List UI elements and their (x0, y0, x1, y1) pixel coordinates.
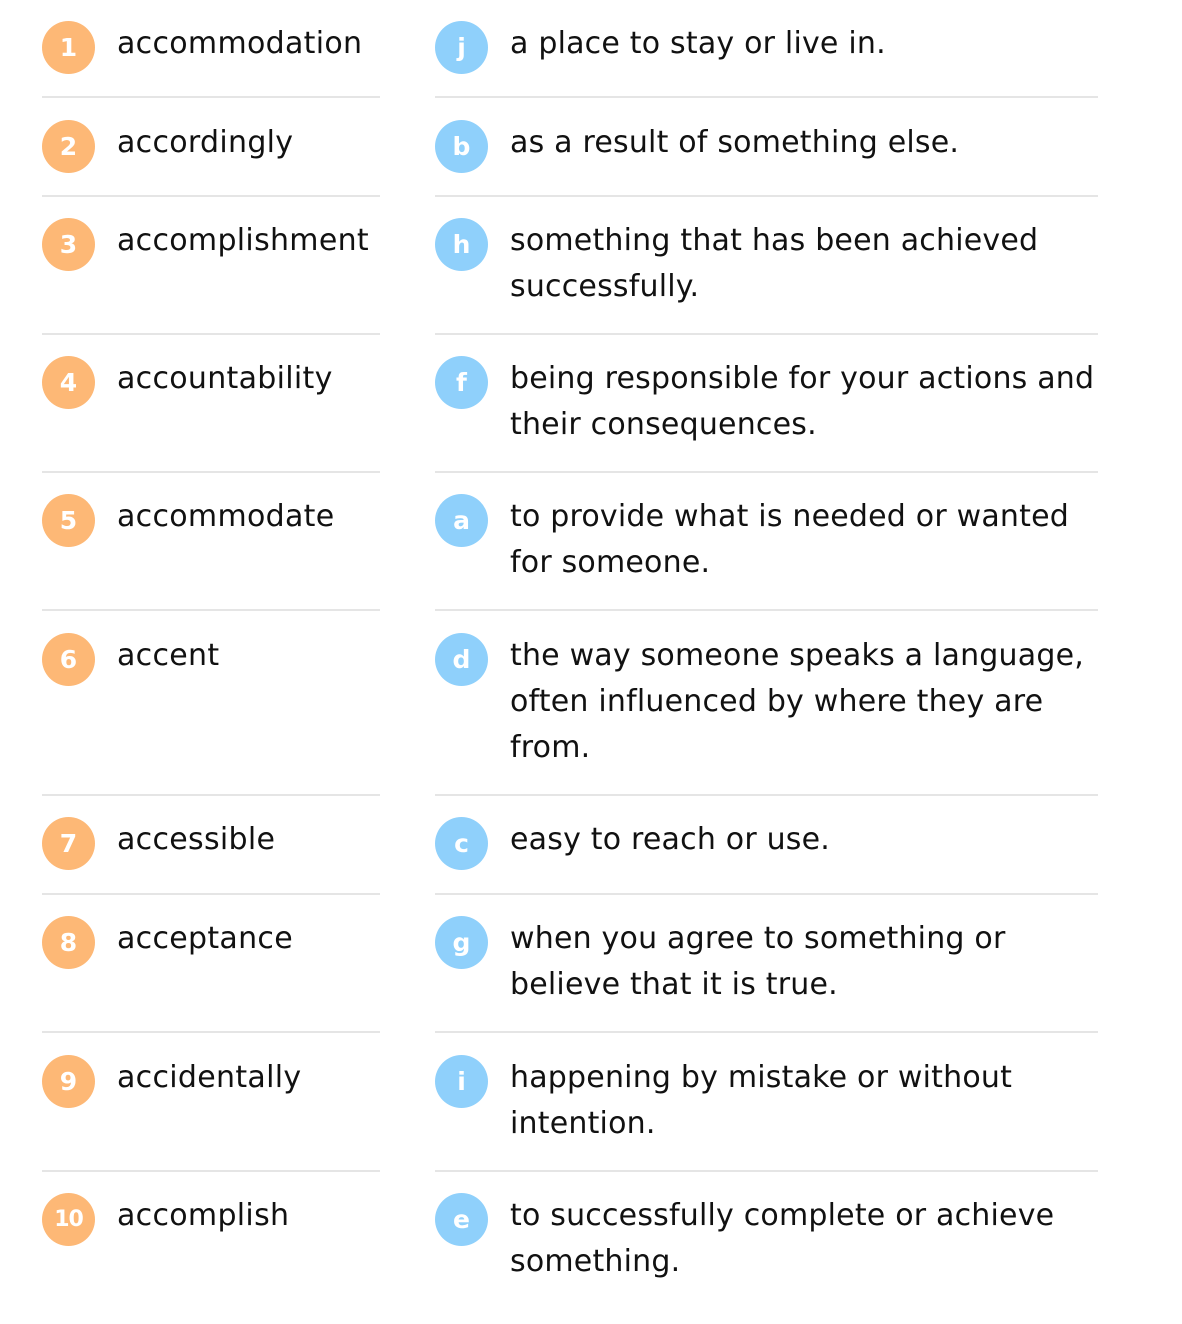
row-divider (435, 1170, 1098, 1172)
number-badge: 5 (42, 494, 95, 547)
row-divider (42, 609, 380, 611)
row-divider (42, 195, 380, 197)
definition-text: as a result of something else. (510, 125, 960, 160)
number-badge: 4 (42, 356, 95, 409)
number-badge: 1 (42, 21, 95, 74)
letter-badge: b (435, 120, 488, 173)
number-badge: 2 (42, 120, 95, 173)
number-badge: 10 (42, 1193, 95, 1246)
number-badge: 3 (42, 218, 95, 271)
term-text: accountability (117, 361, 333, 396)
row-divider (42, 893, 380, 895)
row-divider (42, 333, 380, 335)
term-text: accommodation (117, 26, 363, 61)
definition-text: being responsible for your actions and their consequences. (510, 361, 1095, 442)
letter-badge: g (435, 916, 488, 969)
letter-badge: h (435, 218, 488, 271)
row-divider (42, 1031, 380, 1033)
definition-text: when you agree to something or believe that it is true. (510, 921, 1006, 1002)
term-text: accent (117, 638, 220, 673)
definition-text: a place to stay or live in. (510, 26, 886, 61)
number-badge: 8 (42, 916, 95, 969)
row-divider (435, 96, 1098, 98)
row-divider (435, 893, 1098, 895)
letter-badge: d (435, 633, 488, 686)
row-divider (435, 195, 1098, 197)
letter-badge: f (435, 356, 488, 409)
term-text: accomplish (117, 1198, 290, 1233)
term-text: accidentally (117, 1060, 302, 1095)
letter-badge: e (435, 1193, 488, 1246)
term-text: accomplishment (117, 223, 369, 258)
row-divider (42, 794, 380, 796)
row-divider (42, 1170, 380, 1172)
term-text: accommodate (117, 499, 335, 534)
row-divider (42, 96, 380, 98)
definition-text: something that has been achieved successfully. (510, 223, 1039, 304)
term-text: accordingly (117, 125, 294, 160)
number-badge: 7 (42, 817, 95, 870)
row-divider (435, 1031, 1098, 1033)
row-divider (435, 333, 1098, 335)
definition-text: the way someone speaks a language, often influenced by where they are from. (510, 638, 1084, 765)
term-text: accessible (117, 822, 276, 857)
row-divider (435, 794, 1098, 796)
letter-badge: j (435, 21, 488, 74)
definition-text: happening by mistake or without intention. (510, 1060, 1013, 1141)
definition-text: easy to reach or use. (510, 822, 831, 857)
letter-badge: c (435, 817, 488, 870)
letter-badge: a (435, 494, 488, 547)
number-badge: 9 (42, 1055, 95, 1108)
definition-text: to provide what is needed or wanted for someone. (510, 499, 1070, 580)
number-badge: 6 (42, 633, 95, 686)
row-divider (42, 471, 380, 473)
term-text: acceptance (117, 921, 293, 956)
row-divider (435, 609, 1098, 611)
definition-text: to successfully complete or achieve something. (510, 1198, 1055, 1279)
row-divider (435, 471, 1098, 473)
letter-badge: i (435, 1055, 488, 1108)
